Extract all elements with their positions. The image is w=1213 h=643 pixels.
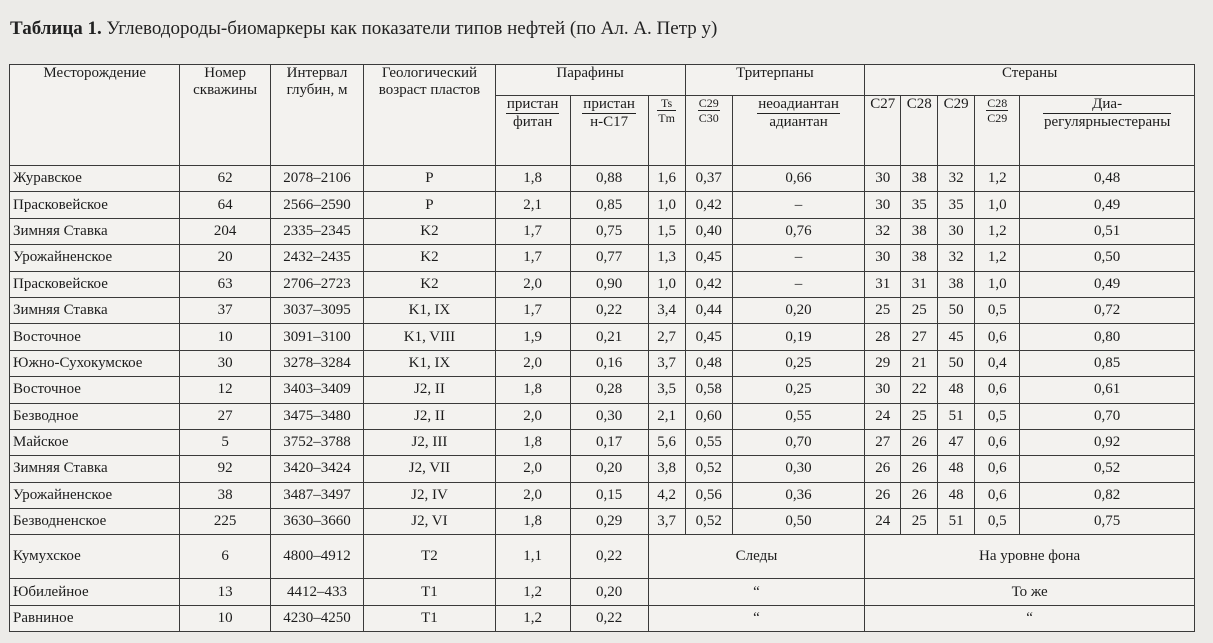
table-row	[10, 535, 1195, 579]
c29-header: C29	[938, 96, 975, 166]
cell-c29c30: 0,45	[685, 245, 732, 271]
cell-interval: 3630–3660	[270, 509, 363, 535]
cell-c29c30: 0,42	[685, 192, 732, 218]
cell-c28: 38	[901, 218, 938, 244]
cell-c28c29: 0,5	[975, 297, 1020, 323]
cell-ts: 2,1	[648, 403, 685, 429]
cell-c27: 32	[865, 218, 901, 244]
biomarkers-table	[9, 64, 1195, 632]
cell-field: Кумухское	[10, 535, 180, 579]
caption-text: Углеводороды-биомаркеры как показатели типов нефтей (по Ал. А. Петр у)	[106, 18, 718, 39]
cell-neo: 0,55	[732, 403, 864, 429]
cell-c28c29: 0,6	[975, 377, 1020, 403]
cell-dia: 0,49	[1020, 271, 1195, 297]
cell-age: J2, II	[364, 377, 495, 403]
cell-age: J2, VI	[364, 509, 495, 535]
cell-c29c30: 0,52	[685, 509, 732, 535]
cell-interval: 2078–2106	[270, 166, 363, 192]
cell-well: 10	[180, 605, 270, 631]
table-row	[10, 218, 1195, 244]
table-row	[10, 605, 1195, 631]
cell-field: Урожайненское	[10, 245, 180, 271]
cell-interval: 4412–433	[270, 579, 363, 605]
cell-c27: 29	[865, 350, 901, 376]
cell-c29c30: 0,44	[685, 297, 732, 323]
cell-dia: 0,70	[1020, 403, 1195, 429]
cell-c28: 21	[901, 350, 938, 376]
cell-field: Безводненское	[10, 509, 180, 535]
cell-c28c29: 0,6	[975, 456, 1020, 482]
cell-age: T2	[364, 535, 495, 579]
cell-c29: 51	[938, 403, 975, 429]
cell-pc: 0,15	[570, 482, 648, 508]
cell-age: K1, IX	[364, 350, 495, 376]
cell-ster: То же	[865, 579, 1195, 605]
cell-well: 63	[180, 271, 270, 297]
cell-age: J2, III	[364, 429, 495, 455]
cell-c28c29: 0,6	[975, 482, 1020, 508]
cell-well: 5	[180, 429, 270, 455]
cell-pc: 0,90	[570, 271, 648, 297]
cell-pc: 0,28	[570, 377, 648, 403]
cell-c27: 30	[865, 377, 901, 403]
cell-c29c30: 0,45	[685, 324, 732, 350]
cell-neo: 0,30	[732, 456, 864, 482]
cell-well: 38	[180, 482, 270, 508]
cell-field: Восточное	[10, 324, 180, 350]
cell-ts: 1,5	[648, 218, 685, 244]
cell-c28: 25	[901, 403, 938, 429]
cell-ts: 1,0	[648, 271, 685, 297]
cell-interval: 3752–3788	[270, 429, 363, 455]
cell-pp: 2,0	[495, 482, 570, 508]
col-interval-header: Интервал глубин, м	[270, 65, 363, 166]
cell-field: Безводное	[10, 403, 180, 429]
cell-pp: 2,0	[495, 271, 570, 297]
paraffins-header: Парафины	[495, 65, 685, 96]
col-age-header: Геологический возраст пластов	[364, 65, 495, 166]
cell-well: 6	[180, 535, 270, 579]
cell-pc: 0,77	[570, 245, 648, 271]
cell-ts: 2,7	[648, 324, 685, 350]
triterpanes-header: Тритерпаны	[685, 65, 865, 96]
cell-c28c29: 0,5	[975, 509, 1020, 535]
cell-c27: 26	[865, 456, 901, 482]
cell-pc: 0,22	[570, 535, 648, 579]
cell-pc: 0,75	[570, 218, 648, 244]
cell-pc: 0,20	[570, 456, 648, 482]
cell-dia: 0,51	[1020, 218, 1195, 244]
table-row	[10, 377, 1195, 403]
cell-neo: 0,25	[732, 350, 864, 376]
cell-c27: 30	[865, 192, 901, 218]
table-body	[10, 166, 1195, 632]
cell-well: 225	[180, 509, 270, 535]
cell-pp: 1,8	[495, 429, 570, 455]
cell-c27: 30	[865, 245, 901, 271]
cell-c28: 26	[901, 456, 938, 482]
table-row	[10, 456, 1195, 482]
cell-c28c29: 1,2	[975, 245, 1020, 271]
cell-pc: 0,16	[570, 350, 648, 376]
table-row	[10, 350, 1195, 376]
cell-age: J2, IV	[364, 482, 495, 508]
cell-c29c30: 0,56	[685, 482, 732, 508]
cell-interval: 3403–3409	[270, 377, 363, 403]
cell-c29c30: 0,40	[685, 218, 732, 244]
cell-neo: –	[732, 192, 864, 218]
cell-interval: 3278–3284	[270, 350, 363, 376]
cell-pc: 0,22	[570, 605, 648, 631]
cell-interval: 4800–4912	[270, 535, 363, 579]
table-row	[10, 245, 1195, 271]
cell-field: Прасковейское	[10, 192, 180, 218]
cell-pp: 2,0	[495, 350, 570, 376]
cell-pp: 1,8	[495, 509, 570, 535]
cell-ster: На уровне фона	[865, 535, 1195, 579]
cell-c28: 25	[901, 509, 938, 535]
cell-neo: 0,50	[732, 509, 864, 535]
cell-field: Прасковейское	[10, 271, 180, 297]
cell-pc: 0,88	[570, 166, 648, 192]
cell-neo: –	[732, 245, 864, 271]
cell-dia: 0,80	[1020, 324, 1195, 350]
cell-trit: “	[648, 605, 865, 631]
cell-interval: 3091–3100	[270, 324, 363, 350]
cell-c27: 31	[865, 271, 901, 297]
cell-age: P	[364, 166, 495, 192]
cell-pp: 1,1	[495, 535, 570, 579]
diasteranes-header: $\frac{\text{Диа-}}{\text{регулярныестераны}}$	[1020, 96, 1195, 166]
cell-c28: 27	[901, 324, 938, 350]
cell-ts: 1,0	[648, 192, 685, 218]
cell-interval: 3475–3480	[270, 403, 363, 429]
cell-c27: 30	[865, 166, 901, 192]
cell-c28: 26	[901, 482, 938, 508]
table-row	[10, 297, 1195, 323]
cell-c28c29: 0,4	[975, 350, 1020, 376]
col-field-header: Месторождение	[10, 65, 180, 166]
cell-interval: 2706–2723	[270, 271, 363, 297]
cell-c29c30: 0,60	[685, 403, 732, 429]
cell-field: Журавское	[10, 166, 180, 192]
cell-c27: 28	[865, 324, 901, 350]
cell-age: K2	[364, 218, 495, 244]
cell-c29c30: 0,48	[685, 350, 732, 376]
cell-c29: 32	[938, 245, 975, 271]
cell-dia: 0,48	[1020, 166, 1195, 192]
cell-interval: 2566–2590	[270, 192, 363, 218]
cell-interval: 2335–2345	[270, 218, 363, 244]
cell-field: Зимняя Ставка	[10, 218, 180, 244]
cell-pp: 1,2	[495, 579, 570, 605]
cell-dia: 0,85	[1020, 350, 1195, 376]
cell-well: 37	[180, 297, 270, 323]
cell-well: 62	[180, 166, 270, 192]
cell-age: T1	[364, 579, 495, 605]
cell-c29c30: 0,58	[685, 377, 732, 403]
c27-header: C27	[865, 96, 901, 166]
cell-trit: “	[648, 579, 865, 605]
cell-c27: 24	[865, 403, 901, 429]
cell-c29c30: 0,55	[685, 429, 732, 455]
cell-c29: 35	[938, 192, 975, 218]
cell-well: 30	[180, 350, 270, 376]
cell-pc: 0,30	[570, 403, 648, 429]
cell-c28: 26	[901, 429, 938, 455]
cell-c27: 24	[865, 509, 901, 535]
table-row	[10, 192, 1195, 218]
cell-c28: 35	[901, 192, 938, 218]
cell-dia: 0,75	[1020, 509, 1195, 535]
c28-header: C28	[901, 96, 938, 166]
c29-c30-header: $\frac{C29}{C30}$	[685, 96, 732, 166]
cell-pc: 0,20	[570, 579, 648, 605]
cell-c29: 48	[938, 482, 975, 508]
cell-field: Равниное	[10, 605, 180, 631]
cell-dia: 0,72	[1020, 297, 1195, 323]
cell-neo: 0,66	[732, 166, 864, 192]
table-row	[10, 509, 1195, 535]
cell-pp: 1,9	[495, 324, 570, 350]
cell-c29: 30	[938, 218, 975, 244]
cell-c29c30: 0,42	[685, 271, 732, 297]
cell-pp: 1,8	[495, 377, 570, 403]
cell-c28: 31	[901, 271, 938, 297]
cell-ts: 3,7	[648, 509, 685, 535]
cell-c28c29: 0,6	[975, 324, 1020, 350]
cell-dia: 0,82	[1020, 482, 1195, 508]
cell-c28c29: 1,0	[975, 192, 1020, 218]
cell-interval: 2432–2435	[270, 245, 363, 271]
cell-age: K1, VIII	[364, 324, 495, 350]
cell-age: K2	[364, 271, 495, 297]
caption-label: Таблица 1.	[10, 18, 102, 39]
cell-c29: 47	[938, 429, 975, 455]
cell-c29c30: 0,37	[685, 166, 732, 192]
cell-field: Майское	[10, 429, 180, 455]
cell-age: K1, IX	[364, 297, 495, 323]
cell-ts: 1,6	[648, 166, 685, 192]
cell-pp: 1,7	[495, 218, 570, 244]
cell-field: Зимняя Ставка	[10, 297, 180, 323]
cell-field: Зимняя Ставка	[10, 456, 180, 482]
cell-dia: 0,50	[1020, 245, 1195, 271]
cell-neo: 0,36	[732, 482, 864, 508]
table-row	[10, 271, 1195, 297]
ts-tm-header: $\frac{Ts}{Tm}$	[648, 96, 685, 166]
cell-c28c29: 0,6	[975, 429, 1020, 455]
cell-c29: 32	[938, 166, 975, 192]
cell-ts: 1,3	[648, 245, 685, 271]
cell-pc: 0,22	[570, 297, 648, 323]
cell-neo: –	[732, 271, 864, 297]
cell-ster: “	[865, 605, 1195, 631]
cell-neo: 0,70	[732, 429, 864, 455]
cell-pc: 0,29	[570, 509, 648, 535]
cell-age: T1	[364, 605, 495, 631]
cell-ts: 3,7	[648, 350, 685, 376]
table-row	[10, 324, 1195, 350]
cell-pp: 1,2	[495, 605, 570, 631]
cell-age: J2, VII	[364, 456, 495, 482]
cell-c28c29: 1,2	[975, 218, 1020, 244]
cell-c29: 48	[938, 377, 975, 403]
cell-neo: 0,19	[732, 324, 864, 350]
cell-interval: 3420–3424	[270, 456, 363, 482]
neoadiantane-header: $\frac{\text{неоадиантан}}{\text{адиантан}}$	[732, 96, 864, 166]
table-caption	[10, 18, 717, 40]
cell-trit: Следы	[648, 535, 865, 579]
cell-well: 12	[180, 377, 270, 403]
cell-interval: 3037–3095	[270, 297, 363, 323]
cell-c29: 51	[938, 509, 975, 535]
cell-ts: 3,8	[648, 456, 685, 482]
cell-dia: 0,49	[1020, 192, 1195, 218]
col-well-header: Номер скважины	[180, 65, 270, 166]
cell-pp: 2,1	[495, 192, 570, 218]
cell-c27: 27	[865, 429, 901, 455]
cell-c28: 38	[901, 166, 938, 192]
table-row	[10, 166, 1195, 192]
cell-well: 64	[180, 192, 270, 218]
cell-c27: 26	[865, 482, 901, 508]
cell-pp: 2,0	[495, 403, 570, 429]
cell-dia: 0,92	[1020, 429, 1195, 455]
cell-age: P	[364, 192, 495, 218]
cell-age: K2	[364, 245, 495, 271]
cell-field: Урожайненское	[10, 482, 180, 508]
cell-well: 204	[180, 218, 270, 244]
cell-pc: 0,21	[570, 324, 648, 350]
cell-interval: 4230–4250	[270, 605, 363, 631]
cell-ts: 3,5	[648, 377, 685, 403]
c28-c29-header: $\frac{C28}{C29}$	[975, 96, 1020, 166]
cell-c28c29: 1,0	[975, 271, 1020, 297]
cell-c29c30: 0,52	[685, 456, 732, 482]
cell-c29: 45	[938, 324, 975, 350]
table-row	[10, 482, 1195, 508]
cell-well: 13	[180, 579, 270, 605]
cell-well: 92	[180, 456, 270, 482]
cell-ts: 5,6	[648, 429, 685, 455]
cell-c28: 25	[901, 297, 938, 323]
cell-well: 10	[180, 324, 270, 350]
cell-pp: 1,7	[495, 297, 570, 323]
table-row	[10, 429, 1195, 455]
pristane-c17-header: $\frac{\text{пристан}}{н-С17}$	[570, 96, 648, 166]
steranes-header: Стераны	[865, 65, 1195, 96]
cell-c29: 48	[938, 456, 975, 482]
cell-c27: 25	[865, 297, 901, 323]
cell-pc: 0,85	[570, 192, 648, 218]
cell-well: 20	[180, 245, 270, 271]
cell-c28c29: 1,2	[975, 166, 1020, 192]
cell-age: J2, II	[364, 403, 495, 429]
cell-neo: 0,25	[732, 377, 864, 403]
cell-field: Восточное	[10, 377, 180, 403]
header-row-1	[10, 65, 1195, 96]
cell-ts: 4,2	[648, 482, 685, 508]
cell-c28: 22	[901, 377, 938, 403]
cell-interval: 3487–3497	[270, 482, 363, 508]
pristane-phytane-header: $\frac{\text{пристан}}{\text{фитан}}$	[495, 96, 570, 166]
table-row	[10, 403, 1195, 429]
cell-pc: 0,17	[570, 429, 648, 455]
cell-c28: 38	[901, 245, 938, 271]
cell-c29: 50	[938, 297, 975, 323]
cell-field: Южно-Сухокумское	[10, 350, 180, 376]
cell-pp: 1,8	[495, 166, 570, 192]
cell-pp: 2,0	[495, 456, 570, 482]
cell-well: 27	[180, 403, 270, 429]
cell-dia: 0,61	[1020, 377, 1195, 403]
cell-neo: 0,20	[732, 297, 864, 323]
cell-neo: 0,76	[732, 218, 864, 244]
cell-c29: 50	[938, 350, 975, 376]
cell-field: Юбилейное	[10, 579, 180, 605]
cell-c29: 38	[938, 271, 975, 297]
cell-dia: 0,52	[1020, 456, 1195, 482]
cell-ts: 3,4	[648, 297, 685, 323]
cell-pp: 1,7	[495, 245, 570, 271]
cell-c28c29: 0,5	[975, 403, 1020, 429]
table-row	[10, 579, 1195, 605]
